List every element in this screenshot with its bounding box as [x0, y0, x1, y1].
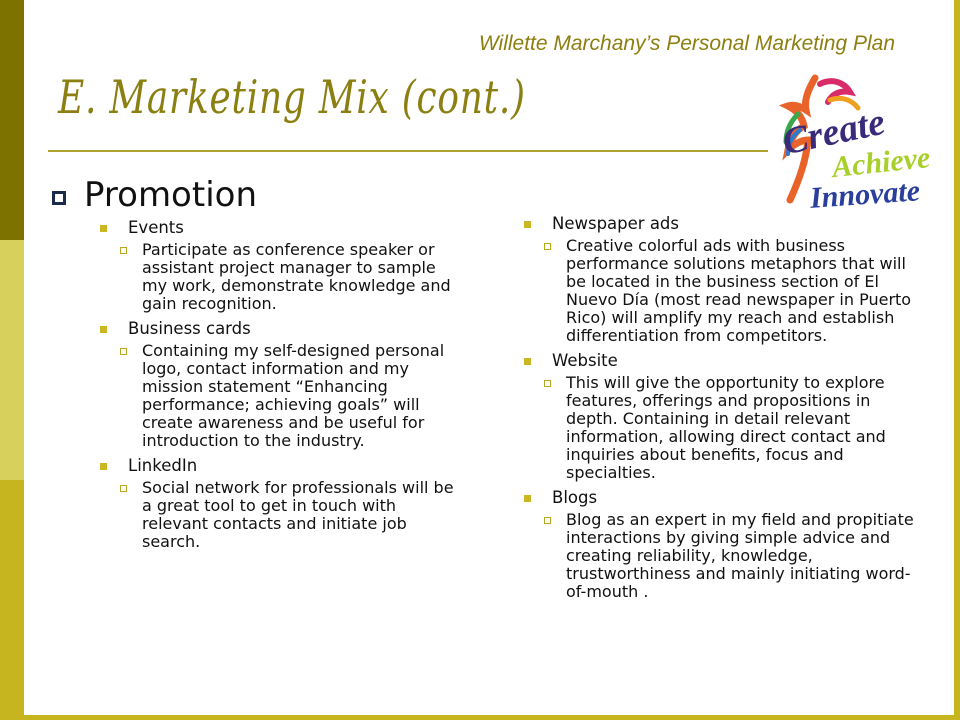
bullet-label: LinkedIn — [128, 456, 198, 475]
left-column — [100, 218, 460, 557]
sub-bullet-text: Social network for professionals will be a great tool to get in touch with relevant contacts and initiate job search. — [142, 478, 454, 551]
square-bullet-icon — [524, 495, 531, 502]
sub-bullet-text: Containing my self-designed personal logo, contact information and my mission statement “Enhancing performance; achieving goals” will create awareness and be useful for introduction to the industry. — [142, 341, 445, 450]
bullet-item — [524, 351, 919, 371]
bullet-label: Blogs — [552, 488, 598, 507]
left-bar-gold — [0, 480, 24, 720]
slide-title: E. Marketing Mix (cont.) — [58, 70, 526, 124]
bullet-label: Website — [552, 351, 618, 370]
bullet-item — [524, 214, 919, 234]
square-bullet-icon — [524, 358, 531, 365]
bullet-item — [100, 456, 460, 476]
square-bullet-icon — [100, 463, 107, 470]
sub-bullet-item — [524, 374, 919, 482]
logo-text-create: Create — [778, 100, 889, 164]
small-square-bullet-icon — [544, 380, 551, 387]
bullet-label: Business cards — [128, 319, 251, 338]
sub-bullet-item — [100, 241, 460, 313]
sub-bullet-text: This will give the opportunity to explore features, offerings and propositions in depth. Containing in detail relevant information, allowing direct contact and inquiries about benefits, focus and specialties. — [566, 373, 886, 482]
square-bullet-icon — [100, 326, 107, 333]
bullet-label: Events — [128, 218, 184, 237]
sub-bullet-text: Participate as conference speaker or assistant project manager to sample my work, demonstrate knowledge and gain recognition. — [142, 240, 451, 313]
bullet-item — [100, 218, 460, 238]
sub-bullet-text: Creative colorful ads with business performance solutions metaphors that will be located in the business section of El Nuevo Día (most read newspaper in Puerto Rico) will amplify my reach and establish differentiation from competitors. — [566, 236, 912, 345]
sub-bullet-text: Blog as an expert in my field and propitiate interactions by giving simple advice and creating reliability, knowledge, trustworthiness and mainly initiating word-of-mouth . — [566, 510, 914, 601]
title-divider — [48, 150, 768, 152]
bullet-item — [100, 319, 460, 339]
small-square-bullet-icon — [120, 485, 127, 492]
section-title: Promotion — [84, 175, 257, 215]
sub-bullet-item — [100, 342, 460, 450]
small-square-bullet-icon — [544, 517, 551, 524]
left-bar-dark — [0, 0, 24, 240]
section-heading — [52, 175, 257, 215]
right-column — [524, 214, 919, 607]
slide-header: Willette Marchany’s Personal Marketing Plan — [478, 32, 895, 55]
sub-bullet-item — [524, 511, 919, 601]
left-bar-light — [0, 240, 24, 480]
square-bullet-icon — [100, 225, 107, 232]
logo-text-achieve: Achieve — [830, 140, 932, 185]
logo-text-innovate: Innovate — [808, 174, 921, 215]
sub-bullet-item — [524, 237, 919, 345]
hollow-square-bullet-icon — [52, 191, 66, 205]
small-square-bullet-icon — [120, 247, 127, 254]
small-square-bullet-icon — [544, 243, 551, 250]
sub-bullet-item — [100, 479, 460, 551]
square-bullet-icon — [524, 221, 531, 228]
create-achieve-innovate-logo — [760, 70, 940, 220]
bullet-item — [524, 488, 919, 508]
bullet-label: Newspaper ads — [552, 214, 680, 233]
small-square-bullet-icon — [120, 348, 127, 355]
